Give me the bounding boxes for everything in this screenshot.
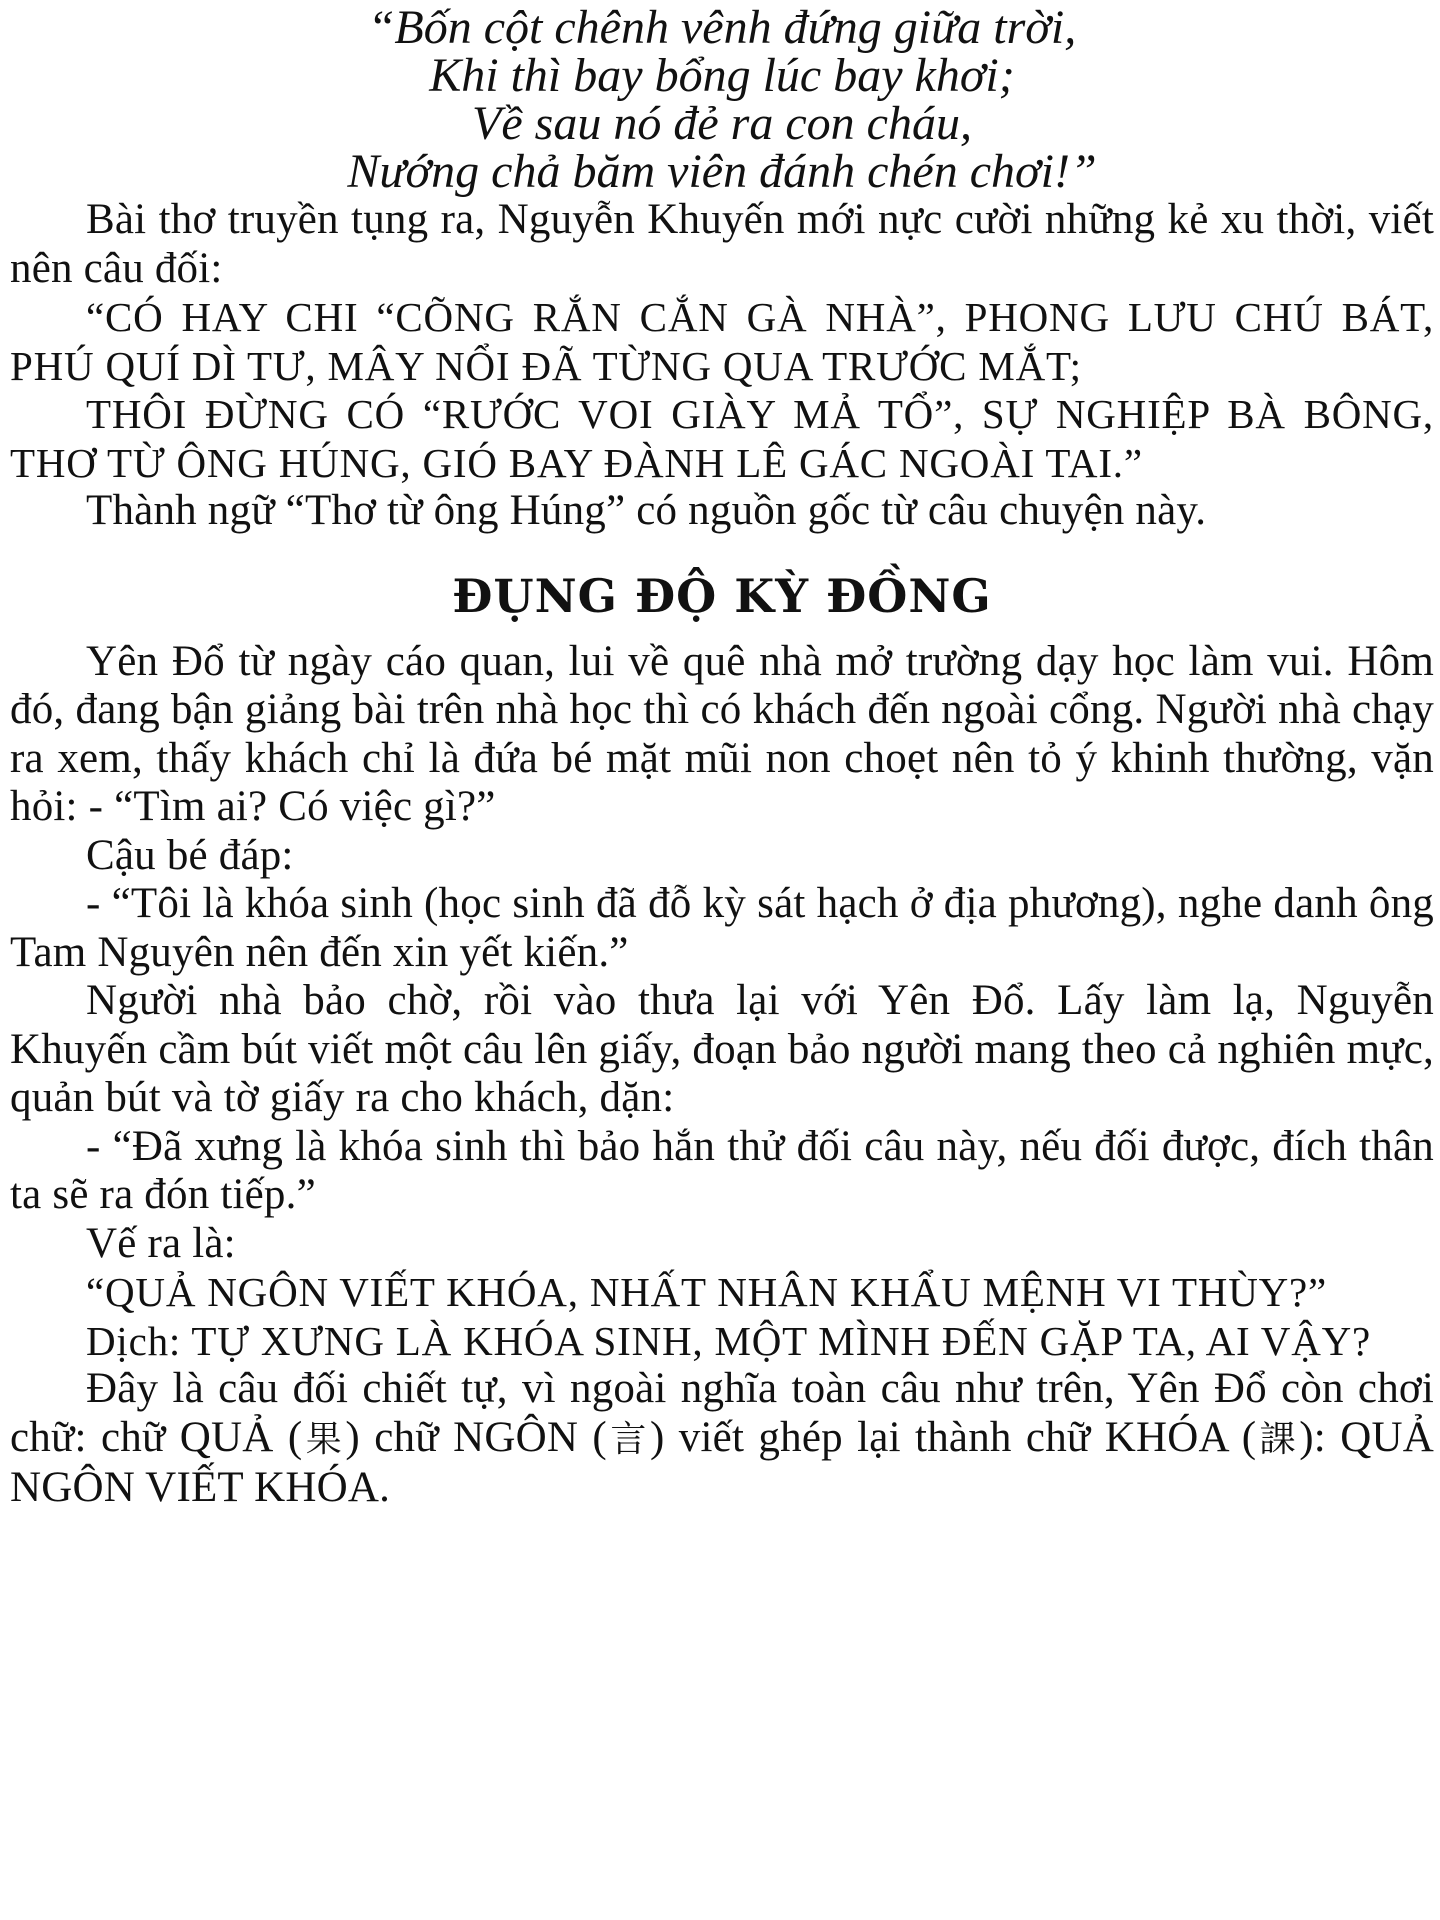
paragraph-servant-reports: Người nhà bảo chờ, rồi vào thưa lại với Yên Đổ. Lấy làm lạ, Nguyễn Khuyến cầm bút viết một câu lên giấy, đoạn bảo người mang theo cả nghiên mực, quản bút và tờ giấy ra cho khách, dặn: — [10, 977, 1434, 1121]
poem-line-1: “Bốn cột chênh vênh đứng giữa trời, — [367, 1, 1077, 54]
section-heading: ĐỤNG ĐỘ KỲ ĐỒNG — [452, 568, 992, 623]
paragraph-challenge: - “Đã xưng là khóa sinh thì bảo hắn thử đối câu này, nếu đối được, đích thân ta sẽ ra đón tiếp.” — [10, 1122, 1434, 1218]
wordplay-text-2: ) chữ NGÔN ( — [345, 1413, 607, 1461]
poem-line-2: Khi thì bay bổng lúc bay khơi; — [429, 49, 1015, 102]
paragraph-boy-answers: Cậu bé đáp: — [86, 831, 294, 879]
hanzi-khoa: 課 — [1256, 1418, 1300, 1460]
poem-block — [10, 1, 1434, 198]
hanzi-ngon: 言 — [606, 1418, 650, 1460]
hanzi-qua: 果 — [302, 1418, 346, 1460]
paragraph-ve-ra: Vế ra là: — [86, 1219, 236, 1267]
paragraph-poem-spread: Bài thơ truyền tụng ra, Nguyễn Khuyến mới nực cười những kẻ xu thời, viết nên câu đối: — [10, 196, 1434, 292]
paragraph-couplet-question: “QUẢ NGÔN VIẾT KHÓA, NHẤT NHÂN KHẨU MỆNH VI THÙY?” — [86, 1269, 1328, 1315]
wordplay-text-1: Đây là câu đối chiết tự, vì ngoài nghĩa toàn câu như trên, Yên Đổ còn chơi chữ: chữ QUẢ ( — [10, 1365, 1434, 1461]
wordplay-text-3: ) viết ghép lại thành chữ KHÓA ( — [649, 1413, 1257, 1461]
paragraph-boy-speech: - “Tôi là khóa sinh (học sinh đã đỗ kỳ sát hạch ở địa phương), nghe danh ông Tam Nguyên nên đến xin yết kiến.” — [10, 880, 1434, 976]
paragraph-translation: Dịch: TỰ XƯNG LÀ KHÓA SINH, MỘT MÌNH ĐẾN GẶP TA, AI VẬY? — [86, 1317, 1372, 1364]
paragraph-story-intro: Yên Đổ từ ngày cáo quan, lui về quê nhà mở trường dạy học làm vui. Hôm đó, đang bận giảng bài trên nhà học thì có khách đến ngoài cổng. Người nhà chạy ra xem, thấy khách chỉ là đứa bé mặt mũi non choẹt nên tỏ ý khinh thường, vặn hỏi: - “Tìm ai? Có việc gì?” — [10, 637, 1434, 830]
couplet-line-1: “CÓ HAY CHI “CÕNG RẮN CẮN GÀ NHÀ”, PHONG LƯU CHÚ BÁT, PHÚ QUÍ DÌ TƯ, MÂY NỔI ĐÃ TỪNG QUA TRƯỚC MẮT; — [10, 294, 1434, 389]
paragraph-idiom-origin: Thành ngữ “Thơ từ ông Húng” có nguồn gốc từ câu chuyện này. — [86, 487, 1207, 534]
wordplay-text-4: ): QUẢ NGÔN VIẾT KHÓA. — [10, 1413, 1435, 1511]
poem-line-3: Về sau nó đẻ ra con cháu, — [472, 97, 972, 150]
poem-line-4: Nướng chả băm viên đánh chén chơi!” — [347, 145, 1097, 198]
couplet-line-2: THÔI ĐỪNG CÓ “RƯỚC VOI GIÀY MẢ TỔ”, SỰ NGHIỆP BÀ BÔNG, THƠ TỪ ÔNG HÚNG, GIÓ BAY ĐÀNH LÊ GÁC NGOÀI TAI.” — [10, 391, 1434, 486]
paragraph-wordplay — [10, 1365, 1434, 1513]
